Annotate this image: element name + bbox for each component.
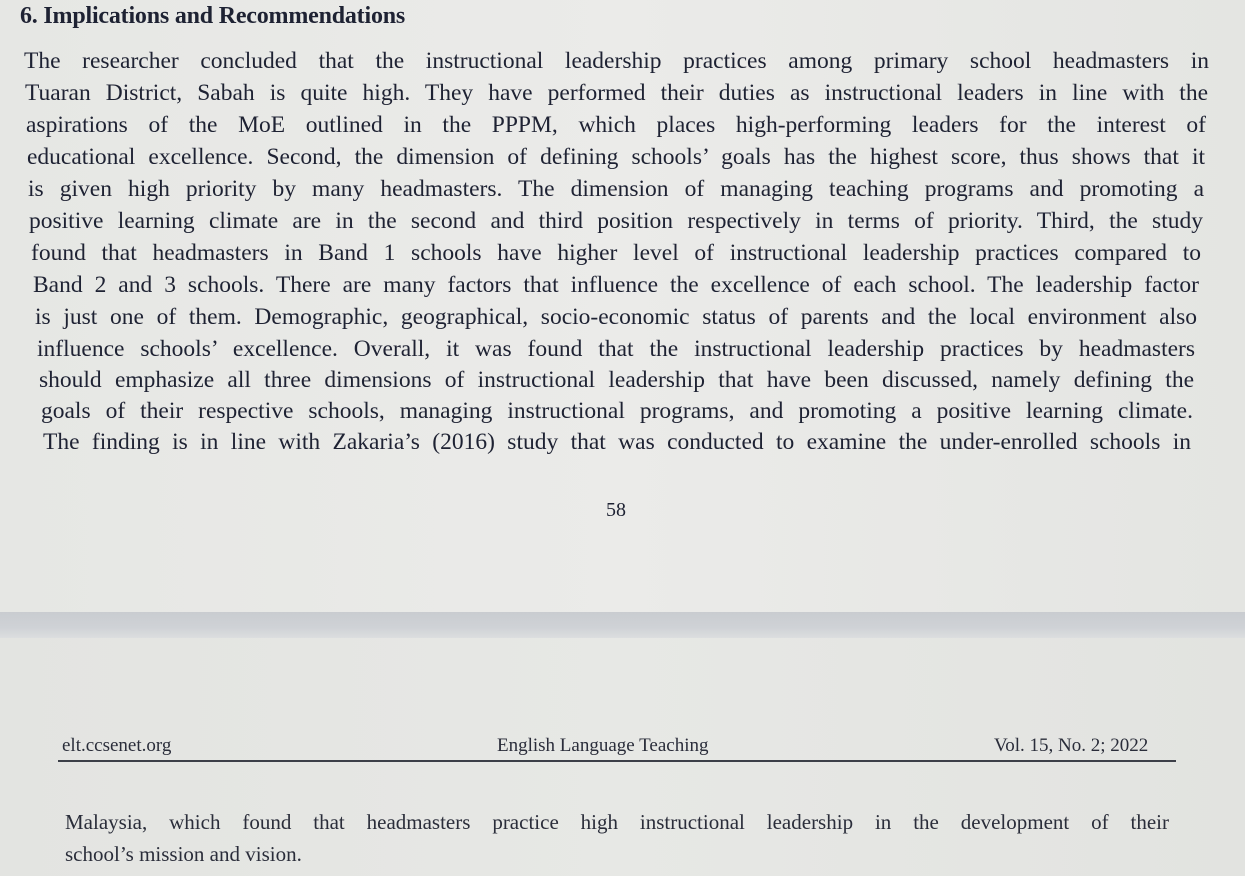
page-break bbox=[0, 612, 1245, 638]
page-number: 58 bbox=[606, 499, 626, 521]
paragraph-line: Band 2 and 3 schools. There are many factors that influence the excellence of each school. The leadership factor bbox=[33, 272, 1199, 298]
paragraph-line: Tuaran District, Sabah is quite high. They have performed their duties as instructional leaders in line with the bbox=[25, 80, 1208, 106]
paragraph-line: The finding is in line with Zakaria’s (2016) study that was conducted to examine the under-enrolled schools in bbox=[43, 429, 1191, 455]
paragraph-line: influence schools’ excellence. Overall, it was found that the instructional leadership practices by headmasters bbox=[37, 336, 1195, 362]
page-59 bbox=[0, 638, 1245, 876]
paragraph-line: educational excellence. Second, the dimension of defining schools’ goals has the highest score, thus shows that it bbox=[27, 144, 1205, 170]
paragraph-line: Malaysia, which found that headmasters practice high instructional leadership in the development of their bbox=[65, 810, 1169, 834]
section-heading: 6. Implications and Recommendations bbox=[20, 3, 406, 29]
paragraph-line: school’s mission and vision. bbox=[65, 842, 302, 866]
paragraph-line: found that headmasters in Band 1 schools have higher level of instructional leadership practices compared to bbox=[31, 240, 1201, 266]
paragraph-line: goals of their respective schools, managing instructional programs, and promoting a positive learning climate. bbox=[41, 398, 1193, 424]
paragraph-line: positive learning climate are in the second and third position respectively in terms of priority. Third, the study bbox=[29, 208, 1203, 234]
paragraph-line: The researcher concluded that the instructional leadership practices among primary school headmasters in bbox=[24, 48, 1209, 74]
paragraph-line: should emphasize all three dimensions of instructional leadership that have been discussed, namely defining the bbox=[39, 367, 1194, 393]
journal-url: elt.ccsenet.org bbox=[62, 735, 172, 756]
header-rule bbox=[58, 760, 1176, 762]
journal-title: English Language Teaching bbox=[497, 735, 709, 756]
paragraph-line: is just one of them. Demographic, geographical, socio-economic status of parents and the local environment also bbox=[35, 304, 1197, 330]
paragraph-line: aspirations of the MoE outlined in the PPPM, which places high-performing leaders for the interest of bbox=[26, 112, 1206, 138]
journal-volume: Vol. 15, No. 2; 2022 bbox=[994, 735, 1149, 756]
paragraph-line: is given high priority by many headmasters. The dimension of managing teaching programs and promoting a bbox=[28, 176, 1204, 202]
